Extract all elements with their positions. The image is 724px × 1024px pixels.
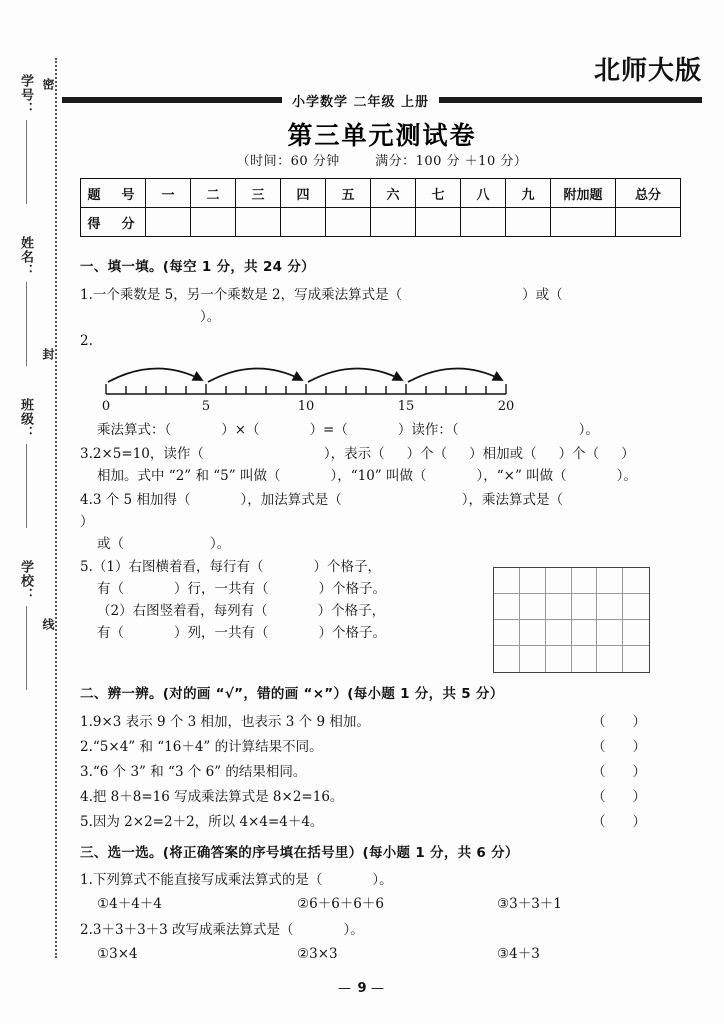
q1-4-b: ），加法算式是（: [240, 491, 342, 508]
grid-cell: [494, 568, 520, 594]
q2-4-text: 把 8＋8=16 写成乘法算式是 8×2=16。: [92, 788, 344, 805]
grid-cell: [597, 646, 623, 672]
q1-4-line-2: [80, 534, 658, 556]
q2-4-text-wrap: [80, 787, 343, 809]
grid-cell: [623, 646, 649, 672]
q2-2-answer-box[interactable]: （ ）: [592, 739, 646, 756]
q2-4-num: 4.: [80, 788, 93, 805]
q1-2-num: 2.: [80, 332, 93, 349]
q1-4-f: ）。: [210, 535, 231, 552]
q3-2-num: 2.: [80, 922, 93, 939]
q1-5-a: （1）右图横着看，每行有（: [92, 559, 264, 576]
score-col-6: 六: [371, 179, 416, 208]
q1-4-line-1: [80, 490, 658, 534]
q1-3-line-2: [80, 466, 658, 488]
grid-cell: [546, 620, 572, 646]
q2-1-num: 1.: [80, 714, 93, 731]
question-2-2: [80, 737, 658, 759]
q3-1-option-3[interactable]: ③3＋3＋1: [497, 896, 562, 913]
q2-5-text-wrap: [80, 812, 323, 834]
q3-2-option-2[interactable]: ②3×3: [297, 946, 338, 963]
seal-char-1: 封: [41, 348, 55, 362]
field-label-student-id: 学号：: [18, 74, 33, 116]
q1-1-text-b: ）或（: [522, 286, 563, 303]
svg-text:10: 10: [297, 399, 315, 413]
q1-4-e: 或（: [97, 535, 124, 552]
grid-cell: [520, 646, 546, 672]
q2-3-answer-box[interactable]: （ ）: [592, 764, 646, 781]
q1-2-formula-line: [80, 420, 658, 442]
q2-3-text-wrap: [80, 762, 306, 784]
q1-5-part1-line1: [80, 557, 450, 579]
question-1-4: [80, 490, 658, 556]
score-col-8: 八: [461, 179, 506, 208]
grid-cell: [572, 646, 598, 672]
question-3-2-options: [80, 944, 658, 966]
score-col-4: 四: [281, 179, 326, 208]
field-label-school: 学校：: [18, 560, 33, 602]
score-table-row-label-1: 得 分: [81, 208, 146, 237]
q2-4-answer-box[interactable]: （ ）: [592, 788, 646, 805]
header-rule-right: [439, 97, 702, 103]
q1-3-d: ）相加或（: [469, 446, 537, 463]
question-2-5: [80, 812, 658, 834]
grid-cell: [623, 568, 649, 594]
svg-text:20: 20: [497, 399, 515, 413]
grid-cell: [546, 646, 572, 672]
score-table-value-row: [81, 208, 681, 237]
q1-1-text-a: 一个乘数是 5，另一个乘数是 2，写成乘法算式是（: [92, 286, 403, 303]
score-col-9: 九: [506, 179, 551, 208]
score-table-row-label-0: 题 号: [81, 179, 146, 208]
q3-2-stem-a: 3＋3＋3＋3 改写成乘法算式是（: [92, 922, 294, 939]
header-rule-left: [62, 97, 282, 103]
q1-4-a: 3 个 5 相加得（: [92, 491, 191, 508]
field-label-name: 姓名：: [18, 236, 33, 278]
grid-cell: [623, 594, 649, 620]
score-col-total: 总分: [616, 179, 681, 208]
q1-5-b: ）个格子，: [313, 559, 381, 576]
grid-cell: [597, 568, 623, 594]
q3-1-option-1[interactable]: ①4＋4＋4: [97, 896, 162, 913]
score-col-2: 二: [191, 179, 236, 208]
q2-1-text-wrap: [80, 712, 370, 734]
q1-5-e: ）个格子。: [318, 581, 386, 598]
q1-5-text-block: [80, 557, 450, 644]
q1-5-j: ）个格子。: [318, 625, 386, 642]
seal-char-2: 线: [41, 618, 55, 632]
score-cell-3[interactable]: [236, 208, 281, 237]
q1-5-h: 有（: [97, 625, 124, 642]
score-cell-2[interactable]: [191, 208, 236, 237]
q2-5-num: 5.: [80, 813, 93, 830]
q3-2-stem-b: ）。: [343, 922, 364, 939]
q1-1-num: 1.: [80, 286, 93, 303]
q1-3-i: ），“×” 叫做（: [476, 468, 567, 485]
question-1-5: [80, 557, 658, 675]
q1-2-formula-b: ）×（: [221, 422, 260, 439]
q1-5-part1-line2: [80, 579, 450, 601]
q1-3-c: ）个（: [406, 446, 448, 463]
grid-cell: [572, 568, 598, 594]
grid-cell: [520, 568, 546, 594]
q1-3-j: ）。: [616, 468, 637, 485]
grid-cell: [572, 594, 598, 620]
question-3-1-options: [80, 894, 658, 916]
header-subject-grade: 小学数学 二年级 上册: [292, 94, 430, 110]
grid-cell: [494, 620, 520, 646]
q3-1-option-2[interactable]: ②6＋6＋6＋6: [297, 896, 384, 913]
q1-2-formula-c: ）=（: [309, 422, 348, 439]
svg-text:15: 15: [397, 399, 415, 413]
score-table-header-row: [81, 179, 681, 208]
number-line-svg: [86, 354, 526, 412]
q1-3-g: 相加。式中 “2” 和 “5” 叫做（: [97, 468, 281, 485]
q1-2-formula-d: ）读作：（: [397, 422, 459, 439]
q3-1-stem-a: 下列算式不能直接写成乘法算式的是（: [92, 872, 323, 889]
score-table: [80, 178, 681, 237]
q2-1-text: 9×3 表示 9 个 3 相加，也表示 3 个 9 相加。: [92, 714, 370, 731]
score-cell-bonus[interactable]: [551, 208, 616, 237]
q1-3-num: 3.: [80, 446, 93, 463]
q2-5-text: 因为 2×2=2＋2，所以 4×4=4＋4。: [92, 813, 324, 830]
publisher-brand: 北师大版: [593, 56, 702, 86]
score-col-bonus: 附加题: [551, 179, 616, 208]
score-cell-total[interactable]: [616, 208, 681, 237]
exam-duration: （时间：60 分钟: [236, 154, 340, 169]
exam-total-score: 满分：100 分 ＋10 分）: [375, 154, 528, 169]
seal-dotted-line: [55, 58, 57, 958]
question-3-1: [80, 870, 658, 892]
q1-4-d: ）: [80, 513, 94, 530]
question-2-4: [80, 787, 658, 809]
q2-1-answer-box[interactable]: （ ）: [592, 714, 646, 731]
exam-meta: [62, 150, 702, 169]
page-number: [0, 981, 724, 996]
seal-char-0: 密: [41, 78, 55, 92]
q1-5-part2-line1: [80, 601, 450, 623]
score-cell-1[interactable]: [146, 208, 191, 237]
q1-3-line-1: [80, 444, 658, 466]
q1-1-text-c: ）。: [200, 308, 221, 325]
q1-3-e: ）个（: [558, 446, 600, 463]
q1-5-part2-line2: [80, 623, 450, 645]
score-col-1: 一: [146, 179, 191, 208]
exam-body: [80, 248, 658, 970]
field-label-class: 班级：: [18, 398, 33, 440]
seal-margin: [0, 58, 62, 958]
q1-5-g: ）个格子，: [317, 603, 386, 620]
question-1-2: [80, 331, 658, 443]
q1-5-i: ）列，一共有（: [174, 625, 269, 642]
grid-cell: [494, 646, 520, 672]
q2-2-text: “5×4” 和 “16＋4” 的计算结果不同。: [92, 739, 323, 756]
grid-cell: [494, 594, 520, 620]
grid-cell: [623, 620, 649, 646]
q1-5-c: 有（: [97, 581, 124, 598]
q1-5-f: （2）右图竖着看，每列有（: [97, 603, 268, 620]
score-col-3: 三: [236, 179, 281, 208]
q3-2-option-1[interactable]: ①3×4: [97, 946, 138, 963]
grid-cell: [520, 594, 546, 620]
page-number-value: 9: [357, 981, 367, 996]
q2-3-num: 3.: [80, 764, 93, 781]
svg-text:0: 0: [101, 399, 111, 413]
score-cell-4[interactable]: [281, 208, 326, 237]
section-heading-2: 二、辨一辨。(对的画 “√”，错的画 “×”）(每小题 1 分，共 5 分）: [80, 686, 504, 703]
page-dash-left: —: [337, 981, 353, 996]
section-heading-3: 三、选一选。(将正确答案的序号填在括号里）(每小题 1 分，共 6 分）: [80, 844, 519, 861]
page-dash-right: —: [371, 981, 387, 996]
q1-4-c: ），乘法算式是（: [461, 491, 563, 508]
q1-4-num: 4.: [80, 491, 93, 508]
grid-cell: [546, 594, 572, 620]
q1-3-f: ）: [621, 446, 635, 463]
question-3-2: [80, 920, 658, 942]
q3-2-option-3[interactable]: ③4＋3: [497, 946, 540, 963]
score-cell-6[interactable]: [371, 208, 416, 237]
question-1-3: [80, 444, 658, 488]
q3-1-num: 1.: [80, 872, 93, 889]
score-cell-9[interactable]: [506, 208, 551, 237]
grid-cell: [597, 620, 623, 646]
q1-3-h: ），“10” 叫做（: [330, 468, 427, 485]
q3-1-stem-b: ）。: [372, 872, 393, 889]
q1-5-num: 5.: [80, 559, 93, 576]
question-2-3: [80, 762, 658, 784]
score-col-5: 五: [326, 179, 371, 208]
question-2-1: [80, 712, 658, 734]
score-cell-5[interactable]: [326, 208, 371, 237]
q2-2-num: 2.: [80, 739, 93, 756]
score-col-7: 七: [416, 179, 461, 208]
grid-cell: [572, 620, 598, 646]
score-cell-7[interactable]: [416, 208, 461, 237]
q1-2-formula-e: ）。: [578, 422, 599, 439]
question-1-1: [80, 285, 658, 329]
q1-3-b: ），表示（: [323, 446, 385, 463]
grid-figure: [493, 567, 650, 673]
grid-cell: [520, 620, 546, 646]
section-heading-1: 一、填一填。(每空 1 分，共 24 分）: [80, 259, 315, 275]
q1-2-formula-a: 乘法算式：（: [97, 422, 172, 439]
grid-cell: [546, 568, 572, 594]
page-title: 第三单元测试卷: [287, 121, 477, 150]
header-rule-bar: [62, 93, 702, 110]
svg-text:5: 5: [201, 399, 211, 413]
q2-2-text-wrap: [80, 737, 323, 759]
score-cell-8[interactable]: [461, 208, 506, 237]
q2-3-text: “6 个 3” 和 “3 个 6” 的结果相同。: [92, 764, 307, 781]
q1-3-a: 2×5=10，读作（: [92, 446, 204, 463]
grid-cell: [597, 594, 623, 620]
number-line-figure: [80, 354, 658, 420]
q2-5-answer-box[interactable]: （ ）: [592, 813, 646, 830]
q1-5-d: ）行，一共有（: [174, 581, 269, 598]
